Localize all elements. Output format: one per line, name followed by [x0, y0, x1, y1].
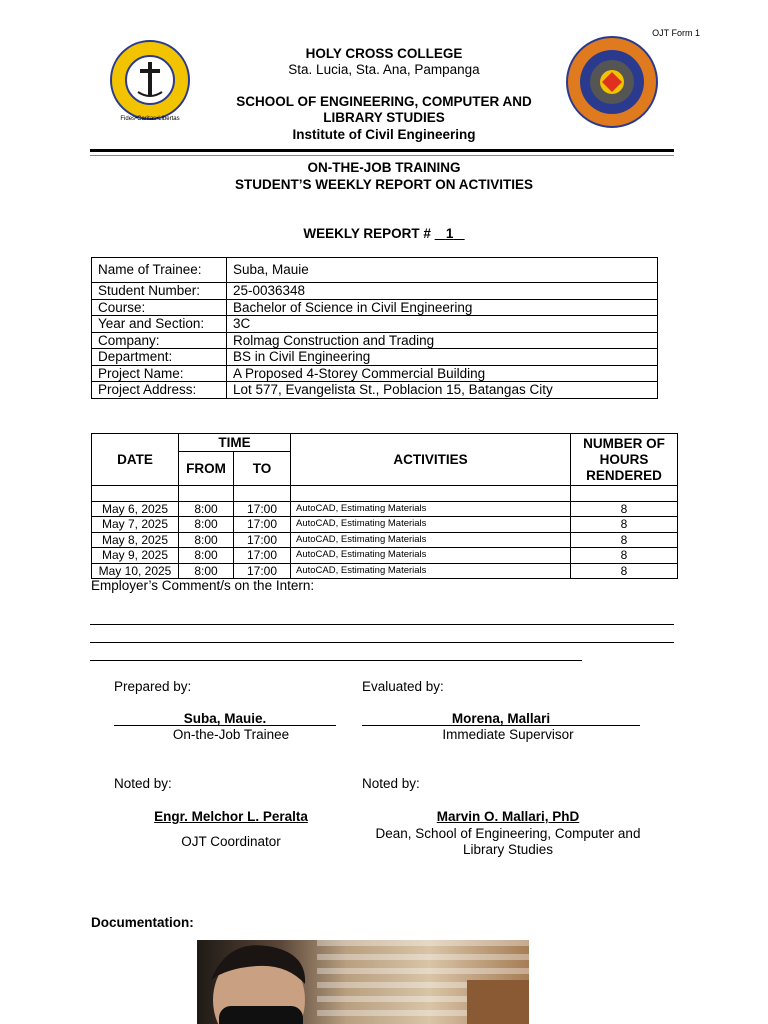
info-label: Year and Section: [92, 316, 227, 333]
activity-from: 8:00 [179, 501, 234, 517]
documentation-label: Documentation: [91, 915, 194, 930]
info-value: Rolmag Construction and Trading [227, 332, 658, 349]
activity-date: May 6, 2025 [92, 501, 179, 517]
documentation-photo [197, 940, 529, 1024]
time-header: TIME [179, 434, 291, 452]
employer-comments-label: Employer’s Comment/s on the Intern: [91, 578, 315, 593]
activity-hours: 8 [571, 563, 678, 579]
info-label: Project Name: [92, 365, 227, 382]
activity-date: May 9, 2025 [92, 548, 179, 564]
info-row [92, 349, 658, 366]
hours-header: NUMBER OF HOURS RENDERED [571, 434, 678, 486]
info-value: BS in Civil Engineering [227, 349, 658, 366]
spacer-cell [92, 486, 179, 502]
prepared-signature-line [114, 725, 336, 726]
to-header: TO [234, 452, 291, 486]
weekly-report-value: 1 [445, 226, 454, 241]
activity-to: 17:00 [234, 532, 291, 548]
activity-from: 8:00 [179, 548, 234, 564]
spacer-cell [571, 486, 678, 502]
info-value: Bachelor of Science in Civil Engineering [227, 299, 658, 316]
noted-by-label-2: Noted by: [362, 776, 420, 791]
coordinator-name: Engr. Melchor L. Peralta [154, 809, 308, 824]
activity-row [92, 517, 678, 533]
info-value: 25-0036348 [227, 283, 658, 300]
spacer-cell [234, 486, 291, 502]
info-value: 3C [227, 316, 658, 333]
info-row [92, 332, 658, 349]
activities-table [91, 433, 678, 579]
from-header: FROM [179, 452, 234, 486]
info-row [92, 258, 658, 283]
school-name-line2: LIBRARY STUDIES [323, 110, 445, 125]
info-label: Course: [92, 299, 227, 316]
prepared-by-name: Suba, Mauie. [183, 711, 267, 726]
info-row [92, 382, 658, 399]
activity-description: AutoCAD, Estimating Materials [291, 501, 571, 517]
info-row [92, 316, 658, 333]
coordinator-role: OJT Coordinator [181, 834, 281, 849]
comment-line-1 [90, 624, 674, 625]
info-label: Name of Trainee: [92, 258, 227, 283]
info-label: Department: [92, 349, 227, 366]
activity-hours: 8 [571, 532, 678, 548]
activity-description: AutoCAD, Estimating Materials [291, 563, 571, 579]
activity-from: 8:00 [179, 517, 234, 533]
comment-line-3 [90, 660, 582, 661]
title-line2: STUDENT’S WEEKLY REPORT ON ACTIVITIES [234, 177, 534, 192]
dean-role-line1: Dean, School of Engineering, Computer and [375, 826, 641, 841]
spacer-cell [291, 486, 571, 502]
activity-description: AutoCAD, Estimating Materials [291, 532, 571, 548]
activity-hours: 8 [571, 548, 678, 564]
college-name: HOLY CROSS COLLEGE [305, 46, 463, 61]
prepared-by-label: Prepared by: [114, 679, 192, 694]
activity-row [92, 548, 678, 564]
info-value: A Proposed 4-Storey Commercial Building [227, 365, 658, 382]
activity-from: 8:00 [179, 563, 234, 579]
info-row [92, 365, 658, 382]
date-header: DATE [92, 434, 179, 486]
spacer-cell [179, 486, 234, 502]
evaluated-by-role: Immediate Supervisor [442, 727, 574, 742]
college-address: Sta. Lucia, Sta. Ana, Pampanga [288, 62, 480, 77]
info-label: Project Address: [92, 382, 227, 399]
weekly-report-number [0, 226, 768, 241]
activity-date: May 10, 2025 [92, 563, 179, 579]
activity-date: May 7, 2025 [92, 517, 179, 533]
activity-to: 17:00 [234, 548, 291, 564]
dean-name: Marvin O. Mallari, PhD [436, 809, 580, 824]
activity-row [92, 563, 678, 579]
prepared-by-role: On-the-Job Trainee [172, 727, 290, 742]
comment-line-2 [90, 642, 674, 643]
activity-hours: 8 [571, 517, 678, 533]
evaluated-signature-line [362, 725, 640, 726]
header-divider-thin [90, 155, 674, 156]
noted-by-label-1: Noted by: [114, 776, 172, 791]
trainee-info-table [91, 257, 658, 399]
evaluated-by-name: Morena, Mallari [451, 711, 551, 726]
activity-row [92, 532, 678, 548]
activity-description: AutoCAD, Estimating Materials [291, 517, 571, 533]
info-row [92, 299, 658, 316]
institute-name: Institute of Civil Engineering [292, 127, 476, 142]
evaluated-by-label: Evaluated by: [362, 679, 444, 694]
info-value: Suba, Mauie [227, 258, 658, 283]
weekly-report-label: WEEKLY REPORT # [303, 226, 435, 241]
dean-role-line2: Library Studies [462, 842, 554, 857]
activity-to: 17:00 [234, 501, 291, 517]
activity-description: AutoCAD, Estimating Materials [291, 548, 571, 564]
activity-hours: 8 [571, 501, 678, 517]
activity-to: 17:00 [234, 517, 291, 533]
activity-row [92, 501, 678, 517]
school-name-line1: SCHOOL OF ENGINEERING, COMPUTER AND [236, 94, 532, 109]
activity-to: 17:00 [234, 563, 291, 579]
info-label: Student Number: [92, 283, 227, 300]
form-code: OJT Form 1 [652, 28, 700, 38]
activity-date: May 8, 2025 [92, 532, 179, 548]
college-motto: Fides•Caritas•Libertas [120, 116, 180, 122]
info-label: Company: [92, 332, 227, 349]
info-row [92, 283, 658, 300]
info-value: Lot 577, Evangelista St., Poblacion 15, Batangas City [227, 382, 658, 399]
header-divider [90, 149, 674, 152]
activities-header: ACTIVITIES [291, 434, 571, 486]
title-line1: ON-THE-JOB TRAINING [307, 160, 461, 175]
activity-from: 8:00 [179, 532, 234, 548]
